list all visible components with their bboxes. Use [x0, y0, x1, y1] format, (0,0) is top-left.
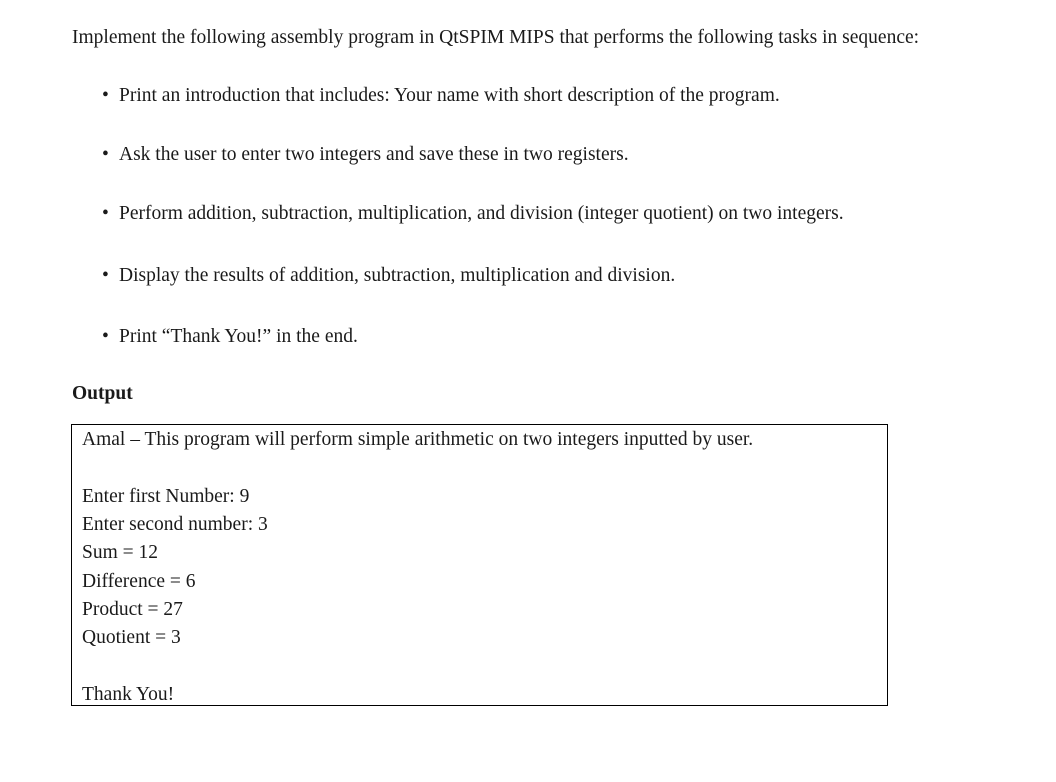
- task-item: [102, 202, 844, 226]
- output-line: Enter first Number: 9: [82, 486, 250, 507]
- bullet-icon: •: [102, 265, 109, 286]
- intro-paragraph: Implement the following assembly program in QtSPIM MIPS that performs the following tasks in sequence:: [72, 27, 920, 48]
- output-line: Difference = 6: [82, 571, 196, 592]
- output-line: Thank You!: [82, 684, 175, 705]
- task-text: Print an introduction that includes: Your name with short description of the program.: [119, 85, 780, 106]
- task-item: [102, 264, 675, 288]
- task-item: [102, 325, 358, 349]
- output-line: Product = 27: [82, 599, 183, 620]
- bullet-icon: •: [102, 203, 109, 224]
- task-text: Display the results of addition, subtraction, multiplication and division.: [119, 265, 676, 286]
- output-line: Enter second number: 3: [82, 514, 268, 535]
- task-text: Print “Thank You!” in the end.: [119, 326, 358, 347]
- output-heading: Output: [72, 383, 133, 404]
- task-item: [102, 84, 780, 108]
- bullet-icon: •: [102, 85, 109, 106]
- bullet-icon: •: [102, 144, 109, 165]
- output-box: [71, 424, 888, 706]
- output-line: Amal – This program will perform simple arithmetic on two integers inputted by user.: [82, 429, 754, 450]
- output-line: Sum = 12: [82, 542, 159, 563]
- output-line: Quotient = 3: [82, 627, 181, 648]
- task-text: Ask the user to enter two integers and save these in two registers.: [119, 144, 629, 165]
- task-item: [102, 143, 629, 167]
- bullet-icon: •: [102, 326, 109, 347]
- task-text: Perform addition, subtraction, multiplication, and division (integer quotient) on two integers.: [119, 203, 844, 224]
